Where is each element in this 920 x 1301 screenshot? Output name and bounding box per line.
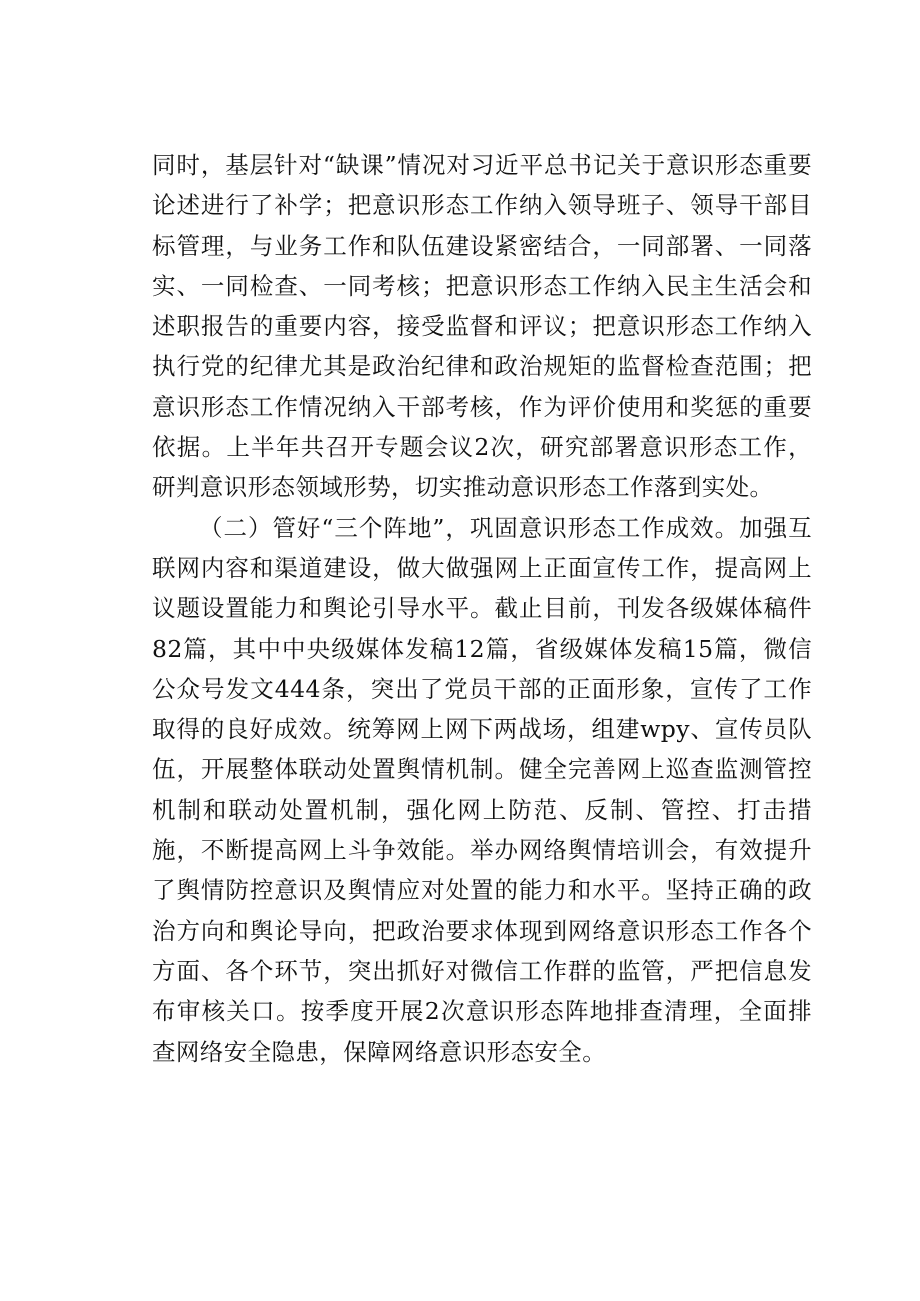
paragraph-three-positions: （二）管好“三个阵地”，巩固意识形态工作成效。加强互联网内容和渠道建设，做大做强网上正面宣传工作，提高网上议题设置能力和舆论引导水平。截止目前，刊发各级媒体稿件82篇，其中中央级媒体发稿12篇，省级媒体发稿15篇，微信公众号发文444条，突出了党员干部的正面形象，宣传了工作取得的良好成效。统筹网上网下两战场，组建wpy、宣传员队伍，开展整体联动处置舆情机制。健全完善网上巡查监测管控机制和联动处置机制，强化网上防范、反制、管控、打击措施，不断提高网上斗争效能。举办网络舆情培训会，有效提升了舆情防控意识及舆情应对处置的能力和水平。坚持正确的政治方向和舆论导向，把政治要求体现到网络意识形态工作各个方面、各个环节，突出抓好对微信工作群的监管，严把信息发布审核关口。按季度开展2次意识形态阵地排查清理，全面排查网络安全隐患，保障网络意识形态安全。	[152, 513, 812, 1066]
document-body	[152, 145, 812, 1072]
paragraph-ideology-responsibility: 同时，基层针对“缺课”情况对习近平总书记关于意识形态重要论述进行了补学；把意识形态工作纳入领导班子、领导干部目标管理，与业务工作和队伍建设紧密结合，一同部署、一同落实、一同检查、一同考核；把意识形态工作纳入民主生活会和述职报告的重要内容，接受监督和评议；把意识形态工作纳入执行党的纪律尤其是政治纪律和政治规矩的监督检查范围；把意识形态工作情况纳入干部考核，作为评价使用和奖惩的重要依据。上半年共召开专题会议2次，研究部署意识形态工作，研判意识形态领域形势，切实推动意识形态工作落到实处。	[152, 151, 812, 502]
